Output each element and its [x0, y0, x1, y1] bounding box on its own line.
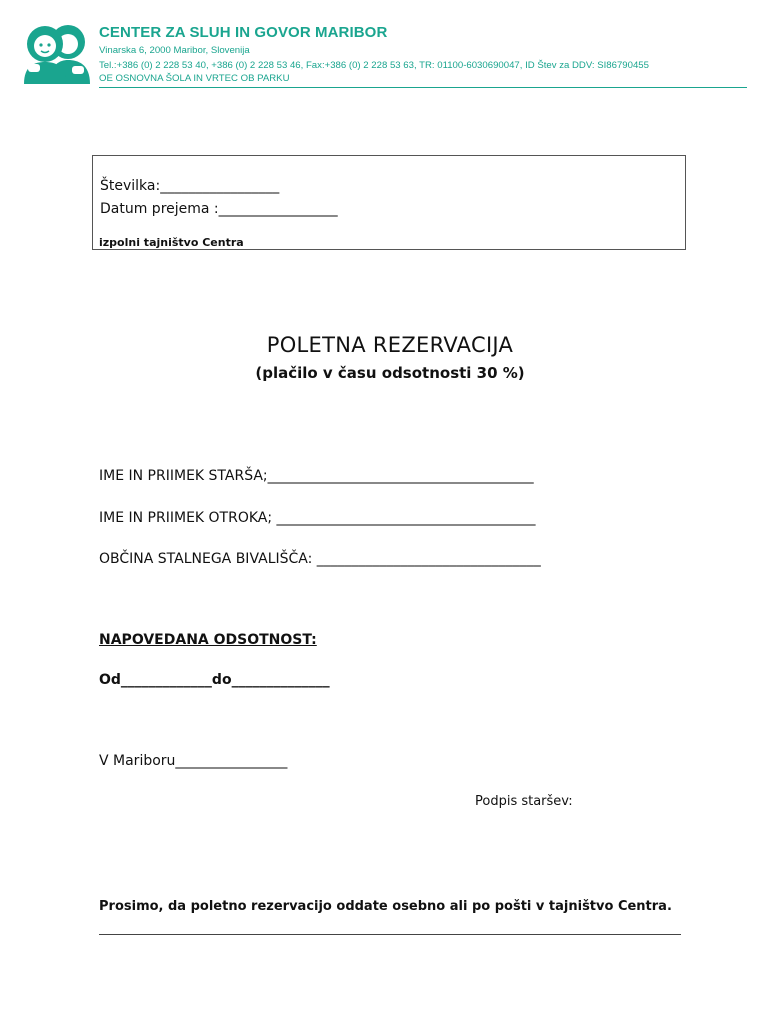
- header-divider: [99, 87, 747, 88]
- parent-signature-label: Podpis staršev:: [475, 794, 573, 809]
- two-children-logo-icon: [20, 20, 96, 84]
- organization-name: CENTER ZA SLUH IN GOVOR MARIBOR: [99, 24, 388, 41]
- organization-unit: OE OSNOVNA ŠOLA IN VRTEC OB PARKU: [99, 73, 290, 84]
- municipality-field[interactable]: OBČINA STALNEGA BIVALIŠČA: ________________________________: [99, 551, 541, 567]
- form-title: POLETNA REZERVACIJA: [266, 333, 514, 357]
- office-use-note: izpolni tajništvo Centra: [99, 236, 244, 249]
- place-field[interactable]: V Mariboru________________: [99, 753, 288, 769]
- form-subtitle: (plačilo v času odsotnosti 30 %): [255, 364, 525, 382]
- organization-contacts: Tel.:+386 (0) 2 228 53 40, +386 (0) 2 228 53 46, Fax:+386 (0) 2 228 53 63, TR: 01100-6030690047, ID Štev za DDV: SI86790455: [99, 60, 649, 71]
- child-name-field[interactable]: IME IN PRIIMEK OTROKA; _____________________________________: [99, 510, 536, 526]
- submission-note: Prosimo, da poletno rezervacijo oddate osebno ali po pošti v tajništvo Centra.: [99, 899, 672, 914]
- parent-name-field[interactable]: IME IN PRIIMEK STARŠA;______________________________________: [99, 468, 534, 484]
- office-use-box: [92, 155, 686, 250]
- absence-period-field[interactable]: Od_____________do______________: [99, 672, 330, 688]
- absence-heading: NAPOVEDANA ODSOTNOST:: [99, 632, 317, 648]
- receipt-date-field[interactable]: Datum prejema :_________________: [100, 201, 338, 217]
- number-field[interactable]: Številka:_________________: [100, 178, 280, 194]
- organization-address: Vinarska 6, 2000 Maribor, Slovenija: [99, 45, 250, 56]
- footer-divider: [99, 934, 681, 935]
